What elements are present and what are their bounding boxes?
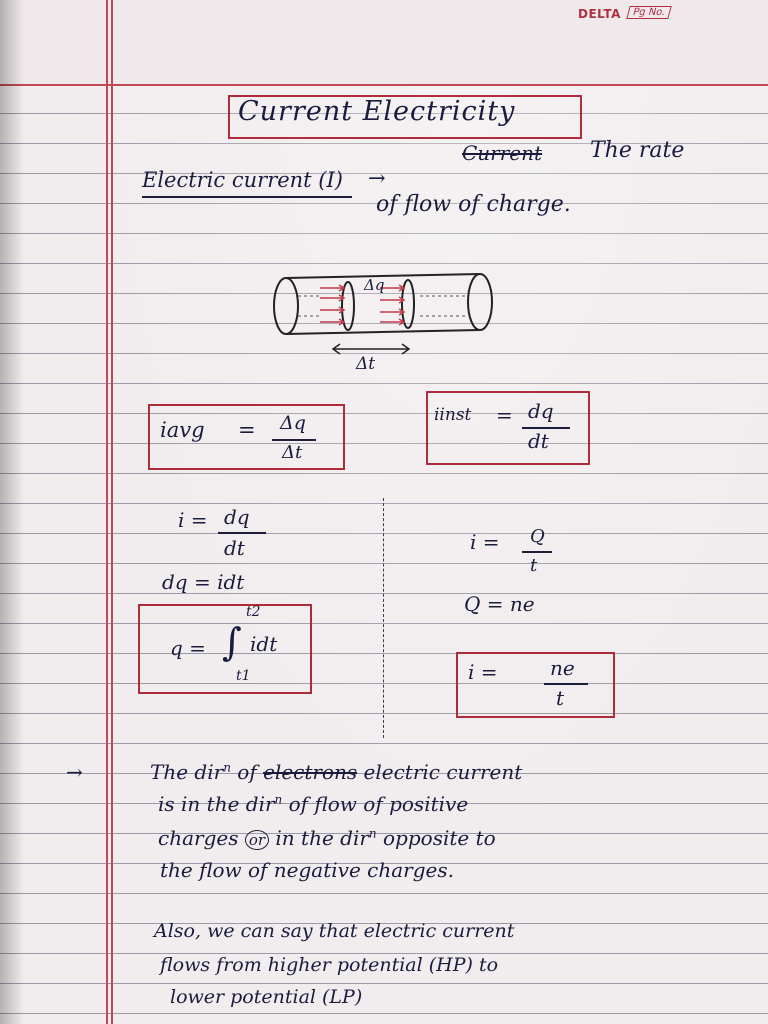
superscript: n xyxy=(368,826,377,841)
circled-word: or xyxy=(245,830,269,850)
right-i-numerator: Q xyxy=(530,526,545,547)
brand-logo: DELTA xyxy=(578,7,621,21)
margin-line xyxy=(111,0,113,1024)
term-underline xyxy=(142,196,352,198)
page-title: Current Electricity xyxy=(238,96,516,127)
superscript: n xyxy=(274,792,283,807)
integral-lower-limit: t1 xyxy=(236,668,251,684)
struck-word: Current xyxy=(462,141,543,165)
iinst-lhs: iinst xyxy=(434,405,472,425)
note-line-4: the flow of negative charges. xyxy=(160,858,454,882)
integral-sign: ∫ xyxy=(222,620,242,664)
iinst-eq: = xyxy=(496,403,513,427)
fraction-bar xyxy=(522,551,552,553)
note-text: of flow of positive xyxy=(288,792,469,816)
margin-line xyxy=(106,0,108,1024)
superscript: n xyxy=(223,760,231,775)
note-text: electric current xyxy=(363,760,523,784)
iinst-denominator: dt xyxy=(528,429,549,453)
page-number-field: Pg No. xyxy=(626,6,672,19)
definition-text-1: The rate xyxy=(590,138,685,163)
iavg-eq: = xyxy=(238,418,256,442)
note-line-1 xyxy=(150,760,522,784)
definition-text-2: of flow of charge. xyxy=(376,192,571,217)
binding-shadow xyxy=(0,0,24,1024)
integrand: idt xyxy=(250,632,278,656)
fraction-bar xyxy=(218,532,266,534)
right-i-denominator: t xyxy=(530,555,538,576)
note-line-2 xyxy=(158,792,468,816)
i-equals: i = xyxy=(178,508,208,532)
note-line-6: flows from higher potential (HP) to xyxy=(160,954,499,976)
boxed-i-denominator: t xyxy=(556,686,565,710)
integral-upper-limit: t2 xyxy=(246,604,261,620)
note-line-5: Also, we can say that electric current xyxy=(154,920,515,942)
note-text: opposite to xyxy=(383,826,496,850)
boxed-i-equals: i = xyxy=(468,660,498,684)
right-i-equals: i = xyxy=(470,530,500,554)
note-text: in the dir xyxy=(275,826,369,850)
definition-arrow: → xyxy=(368,166,386,190)
note-text: of xyxy=(237,760,257,784)
i-denominator: dt xyxy=(224,536,245,560)
bullet-arrow-icon: → xyxy=(66,760,83,784)
iavg-numerator: Δq xyxy=(280,412,306,434)
conductor-diagram xyxy=(270,266,502,346)
fraction-bar xyxy=(272,439,316,441)
fraction-bar xyxy=(544,683,588,685)
note-line-7: lower potential (LP) xyxy=(170,986,363,1008)
struck-word: electrons xyxy=(263,760,358,784)
column-divider xyxy=(383,498,384,738)
note-line-3 xyxy=(158,826,496,850)
q-lhs: q = xyxy=(170,636,206,660)
charge-quantization: Q = ne xyxy=(464,592,535,616)
note-text: is in the dir xyxy=(158,792,275,816)
dq-equation: dq = idt xyxy=(162,570,245,594)
iavg-lhs: iavg xyxy=(160,418,205,442)
iavg-denominator: Δt xyxy=(282,442,303,463)
note-text: charges xyxy=(158,826,239,850)
i-numerator: dq xyxy=(224,505,250,529)
time-label: Δt xyxy=(356,354,376,374)
iinst-numerator: dq xyxy=(528,399,554,423)
definition-term: Electric current (I) xyxy=(142,168,343,192)
boxed-i-numerator: ne xyxy=(550,656,575,680)
charge-label: Δq xyxy=(364,276,385,294)
note-text: The dir xyxy=(150,760,224,784)
